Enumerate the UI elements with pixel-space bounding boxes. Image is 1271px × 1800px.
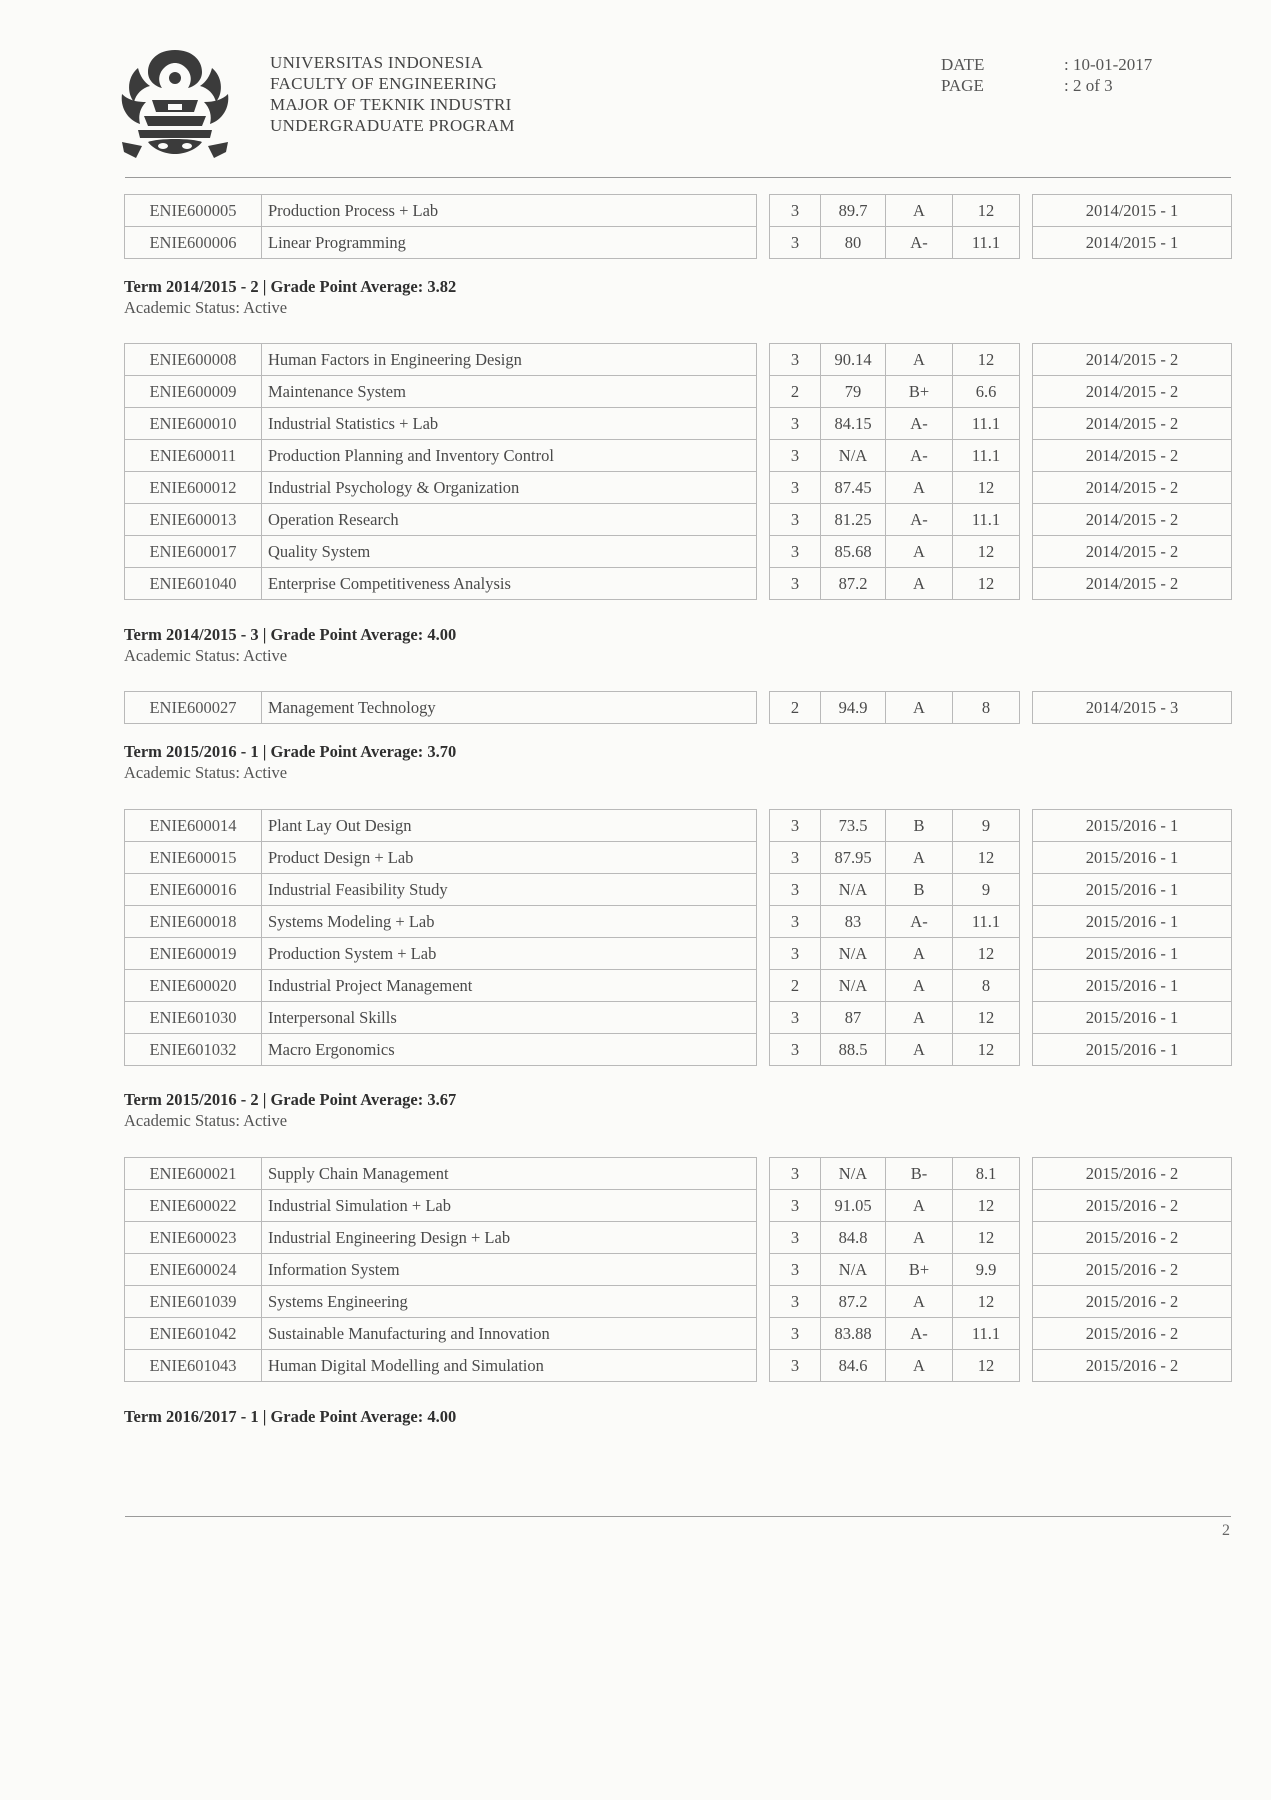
course-name: Quality System bbox=[262, 536, 757, 568]
course-table-term-4 bbox=[124, 1157, 1232, 1382]
column-gap bbox=[1020, 842, 1033, 874]
page-value: : 2 of 3 bbox=[1064, 76, 1113, 95]
table-row bbox=[125, 874, 1232, 906]
course-score: 83.88 bbox=[821, 1318, 886, 1350]
column-gap bbox=[1020, 874, 1033, 906]
column-gap bbox=[1020, 195, 1033, 227]
column-gap bbox=[1020, 1286, 1033, 1318]
course-table-body bbox=[125, 344, 1232, 600]
column-gap bbox=[757, 1002, 770, 1034]
course-score: N/A bbox=[821, 440, 886, 472]
course-grade: A bbox=[886, 938, 953, 970]
column-gap bbox=[757, 195, 770, 227]
column-gap bbox=[1020, 692, 1033, 724]
course-code: ENIE600005 bbox=[125, 195, 262, 227]
course-points: 11.1 bbox=[953, 408, 1020, 440]
course-points: 12 bbox=[953, 1034, 1020, 1066]
header-divider bbox=[125, 177, 1231, 178]
course-score: 87.2 bbox=[821, 568, 886, 600]
course-table-body bbox=[125, 692, 1232, 724]
course-code: ENIE600019 bbox=[125, 938, 262, 970]
course-score: 84.15 bbox=[821, 408, 886, 440]
column-gap bbox=[1020, 472, 1033, 504]
table-row bbox=[125, 1254, 1232, 1286]
course-points: 9.9 bbox=[953, 1254, 1020, 1286]
course-code: ENIE600006 bbox=[125, 227, 262, 259]
course-code: ENIE600014 bbox=[125, 810, 262, 842]
course-grade: A bbox=[886, 1190, 953, 1222]
course-name: Systems Engineering bbox=[262, 1286, 757, 1318]
course-code: ENIE600018 bbox=[125, 906, 262, 938]
course-grade: A bbox=[886, 970, 953, 1002]
course-points: 12 bbox=[953, 536, 1020, 568]
column-gap bbox=[1020, 810, 1033, 842]
course-grade: A bbox=[886, 472, 953, 504]
column-gap bbox=[757, 568, 770, 600]
column-gap bbox=[1020, 1222, 1033, 1254]
table-row bbox=[125, 536, 1232, 568]
table-row bbox=[125, 810, 1232, 842]
column-gap bbox=[757, 1190, 770, 1222]
column-gap bbox=[757, 692, 770, 724]
course-grade: A- bbox=[886, 1318, 953, 1350]
table-row bbox=[125, 568, 1232, 600]
course-name: Production Planning and Inventory Control bbox=[262, 440, 757, 472]
course-credits: 2 bbox=[770, 970, 821, 1002]
course-grade: A bbox=[886, 842, 953, 874]
course-score: 87.45 bbox=[821, 472, 886, 504]
course-score: N/A bbox=[821, 1158, 886, 1190]
course-name: Interpersonal Skills bbox=[262, 1002, 757, 1034]
table-row bbox=[125, 692, 1232, 724]
course-credits: 3 bbox=[770, 810, 821, 842]
course-term: 2015/2016 - 1 bbox=[1033, 938, 1232, 970]
course-score: 87.2 bbox=[821, 1286, 886, 1318]
term-header bbox=[124, 625, 456, 667]
column-gap bbox=[757, 810, 770, 842]
course-name: Maintenance System bbox=[262, 376, 757, 408]
course-score: N/A bbox=[821, 938, 886, 970]
term-header bbox=[124, 277, 456, 319]
course-credits: 3 bbox=[770, 536, 821, 568]
course-name: Macro Ergonomics bbox=[262, 1034, 757, 1066]
course-score: 81.25 bbox=[821, 504, 886, 536]
course-code: ENIE601039 bbox=[125, 1286, 262, 1318]
column-gap bbox=[757, 344, 770, 376]
course-code: ENIE600011 bbox=[125, 440, 262, 472]
table-row bbox=[125, 1002, 1232, 1034]
course-credits: 3 bbox=[770, 1222, 821, 1254]
course-points: 12 bbox=[953, 344, 1020, 376]
course-name: Linear Programming bbox=[262, 227, 757, 259]
course-points: 12 bbox=[953, 472, 1020, 504]
course-points: 12 bbox=[953, 1350, 1020, 1382]
column-gap bbox=[757, 536, 770, 568]
course-score: 87 bbox=[821, 1002, 886, 1034]
course-grade: B+ bbox=[886, 1254, 953, 1286]
column-gap bbox=[1020, 504, 1033, 536]
course-points: 11.1 bbox=[953, 1318, 1020, 1350]
course-score: 85.68 bbox=[821, 536, 886, 568]
course-name: Human Digital Modelling and Simulation bbox=[262, 1350, 757, 1382]
course-term: 2014/2015 - 2 bbox=[1033, 504, 1232, 536]
column-gap bbox=[1020, 376, 1033, 408]
course-points: 9 bbox=[953, 874, 1020, 906]
course-grade: A- bbox=[886, 227, 953, 259]
table-row bbox=[125, 376, 1232, 408]
course-score: 94.9 bbox=[821, 692, 886, 724]
column-gap bbox=[1020, 344, 1033, 376]
column-gap bbox=[1020, 227, 1033, 259]
footer-divider bbox=[125, 1516, 1231, 1517]
course-score: 80 bbox=[821, 227, 886, 259]
course-term: 2015/2016 - 2 bbox=[1033, 1350, 1232, 1382]
course-credits: 3 bbox=[770, 1002, 821, 1034]
table-row bbox=[125, 1350, 1232, 1382]
course-grade: A- bbox=[886, 906, 953, 938]
academic-status: Academic Status: Active bbox=[124, 1111, 288, 1130]
page-number: 2 bbox=[1222, 1522, 1230, 1539]
course-credits: 3 bbox=[770, 440, 821, 472]
course-name: Industrial Project Management bbox=[262, 970, 757, 1002]
course-points: 12 bbox=[953, 1190, 1020, 1222]
course-score: 90.14 bbox=[821, 344, 886, 376]
course-code: ENIE600017 bbox=[125, 536, 262, 568]
term-title: Term 2014/2015 - 2 | Grade Point Average: 3.82 bbox=[124, 277, 457, 296]
column-gap bbox=[757, 842, 770, 874]
course-name: Industrial Simulation + Lab bbox=[262, 1190, 757, 1222]
column-gap bbox=[1020, 1158, 1033, 1190]
table-row bbox=[125, 1222, 1232, 1254]
course-points: 12 bbox=[953, 1286, 1020, 1318]
course-grade: A bbox=[886, 692, 953, 724]
course-points: 12 bbox=[953, 568, 1020, 600]
course-points: 12 bbox=[953, 195, 1020, 227]
course-name: Production System + Lab bbox=[262, 938, 757, 970]
course-term: 2014/2015 - 2 bbox=[1033, 408, 1232, 440]
column-gap bbox=[757, 1222, 770, 1254]
column-gap bbox=[1020, 1318, 1033, 1350]
course-score: 84.8 bbox=[821, 1222, 886, 1254]
table-row bbox=[125, 195, 1232, 227]
course-code: ENIE600020 bbox=[125, 970, 262, 1002]
table-row bbox=[125, 938, 1232, 970]
column-gap bbox=[757, 906, 770, 938]
course-term: 2015/2016 - 2 bbox=[1033, 1190, 1232, 1222]
course-name: Production Process + Lab bbox=[262, 195, 757, 227]
program-name: UNDERGRADUATE PROGRAM bbox=[270, 116, 515, 135]
date-value: : 10-01-2017 bbox=[1064, 55, 1153, 74]
academic-status: Academic Status: Active bbox=[124, 646, 288, 665]
column-gap bbox=[1020, 1034, 1033, 1066]
table-row bbox=[125, 504, 1232, 536]
course-code: ENIE600023 bbox=[125, 1222, 262, 1254]
academic-status: Academic Status: Active bbox=[124, 298, 288, 317]
course-credits: 3 bbox=[770, 344, 821, 376]
course-credits: 2 bbox=[770, 376, 821, 408]
course-grade: A bbox=[886, 1286, 953, 1318]
course-grade: A- bbox=[886, 440, 953, 472]
course-points: 12 bbox=[953, 1222, 1020, 1254]
column-gap bbox=[757, 970, 770, 1002]
table-row bbox=[125, 472, 1232, 504]
course-credits: 3 bbox=[770, 1158, 821, 1190]
course-term: 2015/2016 - 2 bbox=[1033, 1318, 1232, 1350]
table-row bbox=[125, 842, 1232, 874]
term-header bbox=[124, 742, 456, 784]
course-grade: A bbox=[886, 536, 953, 568]
course-credits: 3 bbox=[770, 1254, 821, 1286]
course-score: 84.6 bbox=[821, 1350, 886, 1382]
course-code: ENIE600010 bbox=[125, 408, 262, 440]
course-credits: 3 bbox=[770, 938, 821, 970]
course-term: 2015/2016 - 1 bbox=[1033, 810, 1232, 842]
course-credits: 3 bbox=[770, 504, 821, 536]
transcript-header bbox=[118, 46, 1228, 166]
table-row bbox=[125, 1034, 1232, 1066]
course-grade: A bbox=[886, 1222, 953, 1254]
course-term: 2015/2016 - 1 bbox=[1033, 1034, 1232, 1066]
faculty-name: FACULTY OF ENGINEERING bbox=[270, 74, 497, 93]
course-table-term-3 bbox=[124, 809, 1232, 1066]
column-gap bbox=[757, 1286, 770, 1318]
course-grade: B- bbox=[886, 1158, 953, 1190]
course-credits: 3 bbox=[770, 195, 821, 227]
course-term: 2014/2015 - 3 bbox=[1033, 692, 1232, 724]
course-code: ENIE601040 bbox=[125, 568, 262, 600]
column-gap bbox=[1020, 440, 1033, 472]
term-title: Term 2015/2016 - 2 | Grade Point Average: 3.67 bbox=[124, 1090, 457, 1109]
course-credits: 3 bbox=[770, 568, 821, 600]
course-score: 89.7 bbox=[821, 195, 886, 227]
course-score: 83 bbox=[821, 906, 886, 938]
course-table-carryover bbox=[124, 194, 1232, 259]
course-term: 2014/2015 - 1 bbox=[1033, 227, 1232, 259]
column-gap bbox=[1020, 1190, 1033, 1222]
course-term: 2015/2016 - 2 bbox=[1033, 1286, 1232, 1318]
course-grade: B+ bbox=[886, 376, 953, 408]
course-score: 73.5 bbox=[821, 810, 886, 842]
course-term: 2015/2016 - 2 bbox=[1033, 1158, 1232, 1190]
course-points: 11.1 bbox=[953, 906, 1020, 938]
course-term: 2015/2016 - 1 bbox=[1033, 970, 1232, 1002]
course-table-term-2 bbox=[124, 691, 1232, 724]
university-name: UNIVERSITAS INDONESIA bbox=[270, 53, 484, 72]
course-name: Enterprise Competitiveness Analysis bbox=[262, 568, 757, 600]
course-name: Industrial Psychology & Organization bbox=[262, 472, 757, 504]
course-name: Sustainable Manufacturing and Innovation bbox=[262, 1318, 757, 1350]
column-gap bbox=[757, 1318, 770, 1350]
course-grade: B bbox=[886, 874, 953, 906]
course-name: Management Technology bbox=[262, 692, 757, 724]
column-gap bbox=[1020, 1254, 1033, 1286]
course-name: Human Factors in Engineering Design bbox=[262, 344, 757, 376]
column-gap bbox=[757, 1254, 770, 1286]
course-points: 11.1 bbox=[953, 440, 1020, 472]
course-term: 2015/2016 - 2 bbox=[1033, 1222, 1232, 1254]
course-term: 2014/2015 - 2 bbox=[1033, 472, 1232, 504]
course-credits: 3 bbox=[770, 842, 821, 874]
course-name: Industrial Feasibility Study bbox=[262, 874, 757, 906]
course-name: Industrial Statistics + Lab bbox=[262, 408, 757, 440]
course-code: ENIE601042 bbox=[125, 1318, 262, 1350]
column-gap bbox=[757, 1158, 770, 1190]
course-grade: A bbox=[886, 568, 953, 600]
course-code: ENIE600009 bbox=[125, 376, 262, 408]
makara-logo-icon bbox=[118, 46, 232, 164]
course-points: 12 bbox=[953, 1002, 1020, 1034]
column-gap bbox=[757, 1350, 770, 1382]
column-gap bbox=[757, 1034, 770, 1066]
course-credits: 3 bbox=[770, 472, 821, 504]
term-header bbox=[124, 1090, 456, 1132]
course-points: 8.1 bbox=[953, 1158, 1020, 1190]
course-code: ENIE600022 bbox=[125, 1190, 262, 1222]
course-name: Industrial Engineering Design + Lab bbox=[262, 1222, 757, 1254]
table-row bbox=[125, 408, 1232, 440]
course-name: Supply Chain Management bbox=[262, 1158, 757, 1190]
course-credits: 2 bbox=[770, 692, 821, 724]
course-term: 2015/2016 - 2 bbox=[1033, 1254, 1232, 1286]
course-credits: 3 bbox=[770, 408, 821, 440]
course-code: ENIE600027 bbox=[125, 692, 262, 724]
institution-block bbox=[270, 52, 515, 136]
date-label: DATE bbox=[941, 55, 985, 74]
course-points: 12 bbox=[953, 842, 1020, 874]
course-score: 88.5 bbox=[821, 1034, 886, 1066]
course-code: ENIE600012 bbox=[125, 472, 262, 504]
course-credits: 3 bbox=[770, 1318, 821, 1350]
course-term: 2014/2015 - 2 bbox=[1033, 376, 1232, 408]
course-score: 91.05 bbox=[821, 1190, 886, 1222]
column-gap bbox=[757, 938, 770, 970]
column-gap bbox=[1020, 536, 1033, 568]
column-gap bbox=[1020, 970, 1033, 1002]
course-grade: B bbox=[886, 810, 953, 842]
course-term: 2015/2016 - 1 bbox=[1033, 842, 1232, 874]
course-table-body bbox=[125, 1158, 1232, 1382]
course-code: ENIE601030 bbox=[125, 1002, 262, 1034]
course-term: 2014/2015 - 2 bbox=[1033, 568, 1232, 600]
column-gap bbox=[757, 504, 770, 536]
course-code: ENIE600024 bbox=[125, 1254, 262, 1286]
academic-status: Academic Status: Active bbox=[124, 763, 288, 782]
course-code: ENIE601043 bbox=[125, 1350, 262, 1382]
column-gap bbox=[757, 376, 770, 408]
course-code: ENIE600008 bbox=[125, 344, 262, 376]
course-credits: 3 bbox=[770, 227, 821, 259]
term-title: Term 2014/2015 - 3 | Grade Point Average: 4.00 bbox=[124, 625, 457, 644]
course-name: Plant Lay Out Design bbox=[262, 810, 757, 842]
table-row bbox=[125, 440, 1232, 472]
course-points: 8 bbox=[953, 970, 1020, 1002]
course-credits: 3 bbox=[770, 1350, 821, 1382]
course-score: N/A bbox=[821, 874, 886, 906]
column-gap bbox=[1020, 1350, 1033, 1382]
column-gap bbox=[1020, 1002, 1033, 1034]
course-code: ENIE601032 bbox=[125, 1034, 262, 1066]
term-title: Term 2016/2017 - 1 | Grade Point Average: 4.00 bbox=[124, 1407, 457, 1426]
course-name: Product Design + Lab bbox=[262, 842, 757, 874]
column-gap bbox=[757, 440, 770, 472]
table-row bbox=[125, 970, 1232, 1002]
course-term: 2014/2015 - 2 bbox=[1033, 440, 1232, 472]
table-row bbox=[125, 1190, 1232, 1222]
term-header bbox=[124, 1407, 456, 1427]
course-term: 2014/2015 - 2 bbox=[1033, 536, 1232, 568]
course-credits: 3 bbox=[770, 906, 821, 938]
column-gap bbox=[757, 874, 770, 906]
course-code: ENIE600013 bbox=[125, 504, 262, 536]
course-credits: 3 bbox=[770, 1190, 821, 1222]
table-row bbox=[125, 1318, 1232, 1350]
course-name: Systems Modeling + Lab bbox=[262, 906, 757, 938]
course-term: 2014/2015 - 1 bbox=[1033, 195, 1232, 227]
course-table-body bbox=[125, 195, 1232, 259]
course-grade: A bbox=[886, 195, 953, 227]
column-gap bbox=[1020, 938, 1033, 970]
course-grade: A bbox=[886, 344, 953, 376]
course-code: ENIE600016 bbox=[125, 874, 262, 906]
course-table-body bbox=[125, 810, 1232, 1066]
course-score: 87.95 bbox=[821, 842, 886, 874]
table-row bbox=[125, 227, 1232, 259]
course-points: 11.1 bbox=[953, 227, 1020, 259]
column-gap bbox=[757, 472, 770, 504]
course-score: N/A bbox=[821, 970, 886, 1002]
course-score: N/A bbox=[821, 1254, 886, 1286]
course-grade: A bbox=[886, 1034, 953, 1066]
table-row bbox=[125, 906, 1232, 938]
major-name: MAJOR OF TEKNIK INDUSTRI bbox=[270, 95, 512, 114]
course-grade: A- bbox=[886, 504, 953, 536]
course-grade: A bbox=[886, 1002, 953, 1034]
course-points: 8 bbox=[953, 692, 1020, 724]
course-table-term-1 bbox=[124, 343, 1232, 600]
course-credits: 3 bbox=[770, 1286, 821, 1318]
course-name: Operation Research bbox=[262, 504, 757, 536]
course-points: 12 bbox=[953, 938, 1020, 970]
course-points: 11.1 bbox=[953, 504, 1020, 536]
course-term: 2014/2015 - 2 bbox=[1033, 344, 1232, 376]
table-row bbox=[125, 1286, 1232, 1318]
column-gap bbox=[1020, 568, 1033, 600]
table-row bbox=[125, 1158, 1232, 1190]
course-code: ENIE600015 bbox=[125, 842, 262, 874]
course-grade: A- bbox=[886, 408, 953, 440]
column-gap bbox=[1020, 906, 1033, 938]
course-name: Information System bbox=[262, 1254, 757, 1286]
course-term: 2015/2016 - 1 bbox=[1033, 1002, 1232, 1034]
course-points: 9 bbox=[953, 810, 1020, 842]
course-term: 2015/2016 - 1 bbox=[1033, 874, 1232, 906]
course-credits: 3 bbox=[770, 874, 821, 906]
course-term: 2015/2016 - 1 bbox=[1033, 906, 1232, 938]
column-gap bbox=[1020, 408, 1033, 440]
term-title: Term 2015/2016 - 1 | Grade Point Average: 3.70 bbox=[124, 742, 457, 761]
page-label: PAGE bbox=[941, 76, 984, 95]
table-row bbox=[125, 344, 1232, 376]
column-gap bbox=[757, 408, 770, 440]
course-points: 6.6 bbox=[953, 376, 1020, 408]
course-score: 79 bbox=[821, 376, 886, 408]
course-code: ENIE600021 bbox=[125, 1158, 262, 1190]
column-gap bbox=[757, 227, 770, 259]
course-grade: A bbox=[886, 1350, 953, 1382]
document-meta bbox=[941, 54, 1152, 96]
course-credits: 3 bbox=[770, 1034, 821, 1066]
